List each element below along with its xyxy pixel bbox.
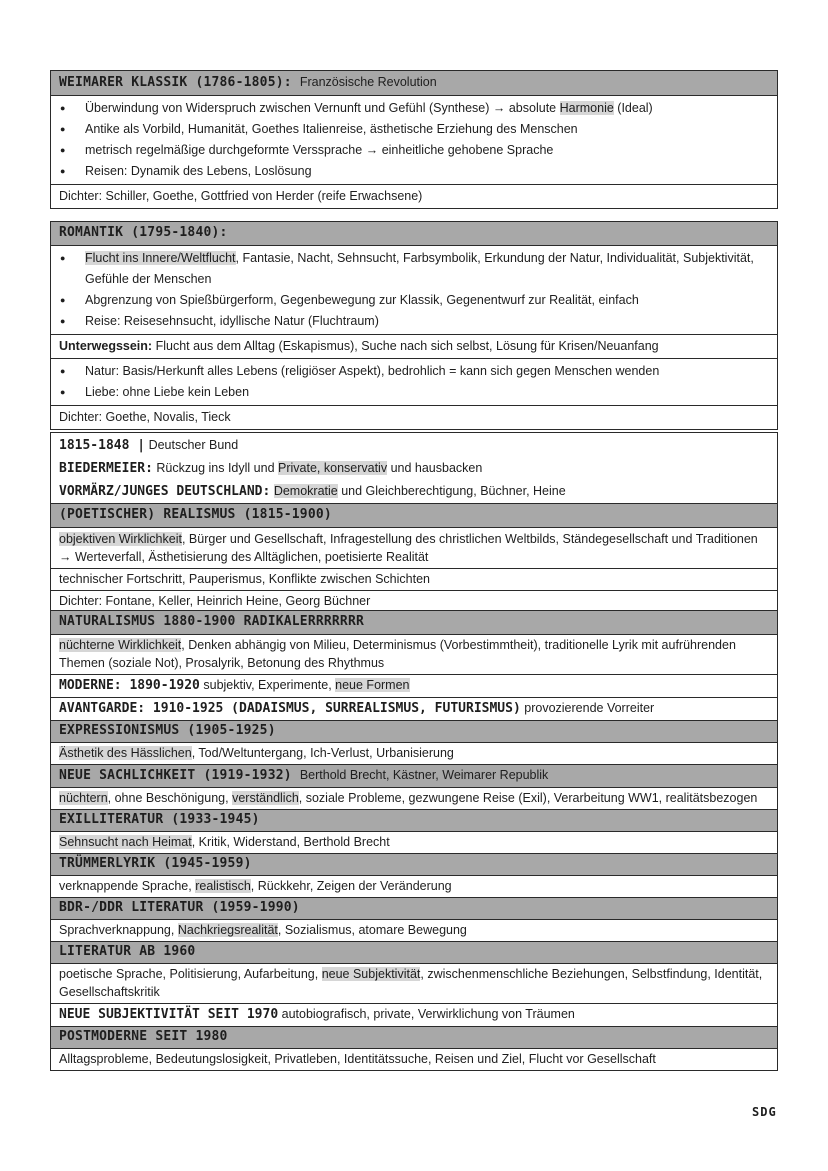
period-label: Deutscher Bund xyxy=(148,438,239,452)
unterwegssein-row: Unterwegssein: Flucht aus dem Alltag (Eskapismus), Suche nach sich selbst, Lösung für Krisen/Neuanfang xyxy=(51,334,777,358)
bullet-list-container xyxy=(51,245,777,334)
exilliteratur-row: Sehnsucht nach Heimat, Kritik, Widerstand, Berthold Brecht xyxy=(51,831,777,853)
avantgarde-title: AVANTGARDE: 1910-1925 (DADAISMUS, SURREALISMUS, FUTURISMUS) xyxy=(59,701,521,716)
expressionismus-row: Ästhetik des Hässlichen, Tod/Weltuntergang, Ich-Verlust, Urbanisierung xyxy=(51,742,777,764)
biedermeier-title: BIEDERMEIER: xyxy=(59,461,153,476)
exilliteratur-header: EXILLITERATUR (1933-1945) xyxy=(51,809,777,831)
highlight: Demokratie xyxy=(273,484,338,498)
highlight: Nachkriegsrealität xyxy=(177,923,278,937)
section-subtitle: Berthold Brecht, Kästner, Weimarer Republik xyxy=(299,768,549,782)
highlight: Sehnsucht nach Heimat xyxy=(59,835,192,849)
realismus-header: (POETISCHER) REALISMUS (1815-1900) xyxy=(51,503,777,527)
bullet-list-container xyxy=(51,95,777,184)
list-item: ● Natur: Basis/Herkunft alles Lebens (religiöser Aspekt), bedrohlich = kann sich gegen Menschen wenden xyxy=(51,361,777,382)
weimarer-klassik-header xyxy=(51,71,777,95)
naturalismus-header: NATURALISMUS 1880-1900 RADIKALERRRRRRR xyxy=(51,611,777,634)
section-title: NEUE SACHLICHKEIT (1919-1932) xyxy=(59,768,292,783)
dichter-row: Dichter: Schiller, Goethe, Gottfried von Herder (reife Erwachsene) xyxy=(51,184,777,208)
deutscher-bund-box xyxy=(50,432,778,613)
dichter-row: Dichter: Fontane, Keller, Heinrich Heine, Georg Büchner xyxy=(51,590,777,612)
bullet-list xyxy=(51,96,777,184)
vormaerz-row: VORMÄRZ/JUNGES DEUTSCHLAND: Demokratie und Gleichberechtigung, Büchner, Heine xyxy=(59,484,566,499)
list-item: ● Abgrenzung von Spießbürgerform, Gegenbewegung zur Klassik, Gegenentwurf zur Realität, einfach xyxy=(51,290,777,311)
biedermeier-row: BIEDERMEIER: Rückzug ins Idyll und Private, konservativ und hausbacken xyxy=(59,461,483,476)
tech-row: technischer Fortschritt, Pauperismus, Konflikte zwischen Schichten xyxy=(51,568,777,590)
highlight: realistisch xyxy=(195,879,251,893)
neue-sachlichkeit-header xyxy=(51,764,777,787)
bullet-list xyxy=(51,359,777,405)
romantik-header: ROMANTIK (1795-1840): xyxy=(51,222,777,245)
list-item: ● Flucht ins Innere/Weltflucht, Fantasie, Nacht, Sehnsucht, Farbsymbolik, Erkundung der Natur, Individualität, Subjektivität, Gefühle der Menschen xyxy=(51,248,777,290)
list-item: ● Reisen: Dynamik des Lebens, Loslösung xyxy=(51,161,777,182)
realismus-row: objektiven Wirklichkeit, Bürger und Gesellschaft, Infragestellung des christlichen Weltbilds, Ständegesellschaft und Traditionen → Werteverfall, Ästhetisierung des Alltäglichen, poetisierte Realität xyxy=(51,527,777,568)
arrow-right-icon: → xyxy=(365,143,379,157)
section-subtitle: Französische Revolution xyxy=(299,75,437,89)
expressionismus-header: EXPRESSIONISMUS (1905-1925) xyxy=(51,720,777,742)
bdr-ddr-row: Sprachverknappung, Nachkriegsrealität, Sozialismus, atomare Bewegung xyxy=(51,919,777,941)
highlight: objektiven Wirklichkeit xyxy=(59,532,182,546)
highlight: Harmonie xyxy=(559,101,614,115)
naturalismus-row: nüchterne Wirklichkeit, Denken abhängig von Milieu, Determinismus (Vorbestimmtheit), traditionelle Lyrik mit aufrührenden Themen (soziale Not), Prosalyrik, Betonung des Rhythmus xyxy=(51,634,777,674)
bullet-list xyxy=(51,246,777,334)
list-item: ● Antike als Vorbild, Humanität, Goethes Italienreise, ästhetische Erziehung des Menschen xyxy=(51,119,777,140)
arrow-right-icon: → xyxy=(59,550,72,564)
neue-subjektivitaet-row: NEUE SUBJEKTIVITÄT SEIT 1970 autobiografisch, private, Verwirklichung von Träumen xyxy=(51,1003,777,1026)
highlight: Ästhetik des Hässlichen xyxy=(59,746,192,760)
highlight: nüchtern xyxy=(59,791,108,805)
dichter-row: Dichter: Goethe, Novalis, Tieck xyxy=(51,405,777,429)
highlight: Flucht ins Innere/Weltflucht xyxy=(85,251,236,265)
avantgarde-row: AVANTGARDE: 1910-1925 (DADAISMUS, SURREALISMUS, FUTURISMUS) provozierende Vorreiter xyxy=(51,697,777,720)
literatur-1960-row: poetische Sprache, Politisierung, Aufarbeitung, neue Subjektivität, zwischenmenschliche Beziehungen, Selbstfindung, Identität, Gesellschaftskritik xyxy=(51,963,777,1003)
period-title: 1815-1848 | xyxy=(59,438,146,453)
list-item: ● Reise: Reisesehnsucht, idyllische Natur (Fluchtraum) xyxy=(51,311,777,332)
moderne-title: MODERNE: 1890-1920 xyxy=(59,678,200,693)
section-title: WEIMARER KLASSIK (1786-1805): xyxy=(59,75,292,90)
unterwegssein-label: Unterwegssein: xyxy=(59,339,153,353)
neue-subjektivitaet-title: NEUE SUBJEKTIVITÄT SEIT 1970 xyxy=(59,1007,279,1022)
vormaerz-title: VORMÄRZ/JUNGES DEUTSCHLAND: xyxy=(59,484,271,499)
postmoderne-row: Alltagsprobleme, Bedeutungslosigkeit, Privatleben, Identitätssuche, Reisen und Ziel, Flucht vor Gesellschaft xyxy=(51,1048,777,1070)
highlight: nüchterne Wirklichkeit xyxy=(59,638,182,652)
truemmerlyrik-row: verknappende Sprache, realistisch, Rückkehr, Zeigen der Veränderung xyxy=(51,875,777,897)
truemmerlyrik-header: TRÜMMERLYRIK (1945-1959) xyxy=(51,853,777,875)
footer-initials: SDG xyxy=(752,1105,777,1119)
bullet-list-container xyxy=(51,358,777,405)
list-item: ● Überwindung von Widerspruch zwischen Vernunft und Gefühl (Synthese) → absolute Harmonie (Ideal) xyxy=(51,98,777,119)
moderne-row: MODERNE: 1890-1920 subjektiv, Experimente, neue Formen xyxy=(51,674,777,697)
highlight: neue Formen xyxy=(335,678,410,692)
literatur-1960-header: LITERATUR AB 1960 xyxy=(51,941,777,963)
highlight: verständlich xyxy=(232,791,299,805)
postmoderne-header: POSTMODERNE SEIT 1980 xyxy=(51,1026,777,1048)
highlight: Private, konservativ xyxy=(278,461,388,475)
list-item: ● metrisch regelmäßige durchgeformte Verssprache → einheitliche gehobene Sprache xyxy=(51,140,777,161)
arrow-right-icon: → xyxy=(492,101,506,115)
highlight: neue Subjektivität xyxy=(321,967,421,981)
list-item: ● Liebe: ohne Liebe kein Leben xyxy=(51,382,777,403)
bdr-ddr-header: BDR-/DDR LITERATUR (1959-1990) xyxy=(51,897,777,919)
moderne-box xyxy=(50,610,778,1071)
weimarer-klassik-box xyxy=(50,70,778,209)
period-row xyxy=(51,433,777,457)
neue-sachlichkeit-row: nüchtern, ohne Beschönigung, verständlich, soziale Probleme, gezwungene Reise (Exil), Verarbeitung WW1, realitätsbezogen xyxy=(51,787,777,809)
romantik-box xyxy=(50,221,778,430)
